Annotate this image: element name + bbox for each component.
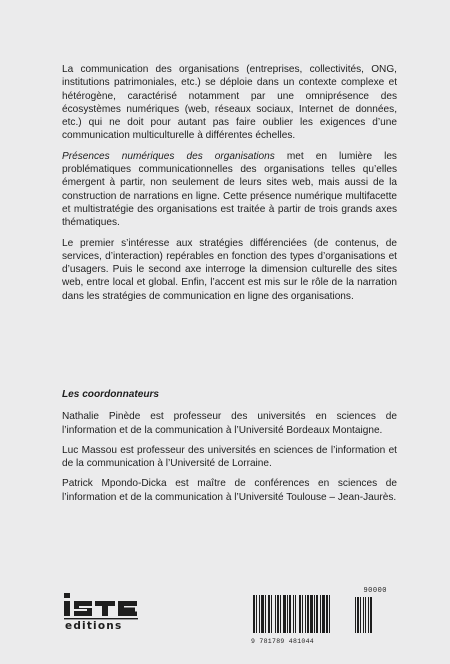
logo-wordmark: editions <box>65 620 123 631</box>
barcode-bars <box>251 595 387 643</box>
coordinators-heading: Les coordonnateurs <box>62 389 160 400</box>
iste-editions-logo <box>64 593 152 631</box>
description-paragraph-3: Le premier s’intéresse aux stratégies différenciées (de contenus, de services, d’interaction) repérables en fonction des types d’organisations et d’usagers. Puis le second axe interroge la dimension culturelle des sites web, entre local et global. Enfin, l’accent est mis sur le rôle de la narration dans les stratégies de communication en ligne des organisations. <box>62 237 397 302</box>
description-paragraph-2-text: met en lumière les problématiques communicationnelles des organisations telles qu’elles émergent à partir, non seulement de leurs sites web, mais aussi de la construction de narrations en ligne. Cette présence numérique multifacette et multistratégie des organisations est traitée à partir de trois grands axes thématiques. <box>62 150 397 229</box>
isbn-number: 9 781789 481044 <box>251 638 315 645</box>
coordinator-bio-3: Patrick Mpondo-Dicka est maître de conférences en sciences de l’information et de la communication à l’Université Toulouse – Jean-Jaurès. <box>62 478 397 503</box>
description-paragraph-1: La communication des organisations (entreprises, collectivités, ONG, institutions patrimoniales, etc.) se déploie dans un contexte complexe et hétérogène, caractérisé notamment par une omniprésence des écosystèmes numériques (web, réseaux sociaux, Internet de données, etc.) qui ne doit pour autant pas faire oublier les exigences d’une communication multiculturelle à différentes échelles. <box>62 64 397 142</box>
description <box>62 63 397 310</box>
isbn-barcode <box>251 587 387 645</box>
description-paragraph-2 <box>62 150 397 230</box>
coordinators-section <box>62 388 397 511</box>
barcode-addon: 90000 <box>363 587 387 595</box>
book-title: Présences numériques des organisations <box>62 150 275 162</box>
coordinator-bio-1: Nathalie Pinède est professeur des universités en sciences de l’information et de la communication à l’Université Bordeaux Montaigne. <box>62 411 397 436</box>
coordinator-bio-2: Luc Massou est professeur des universités en sciences de l’information et de la communication à l’Université de Lorraine. <box>62 444 397 470</box>
